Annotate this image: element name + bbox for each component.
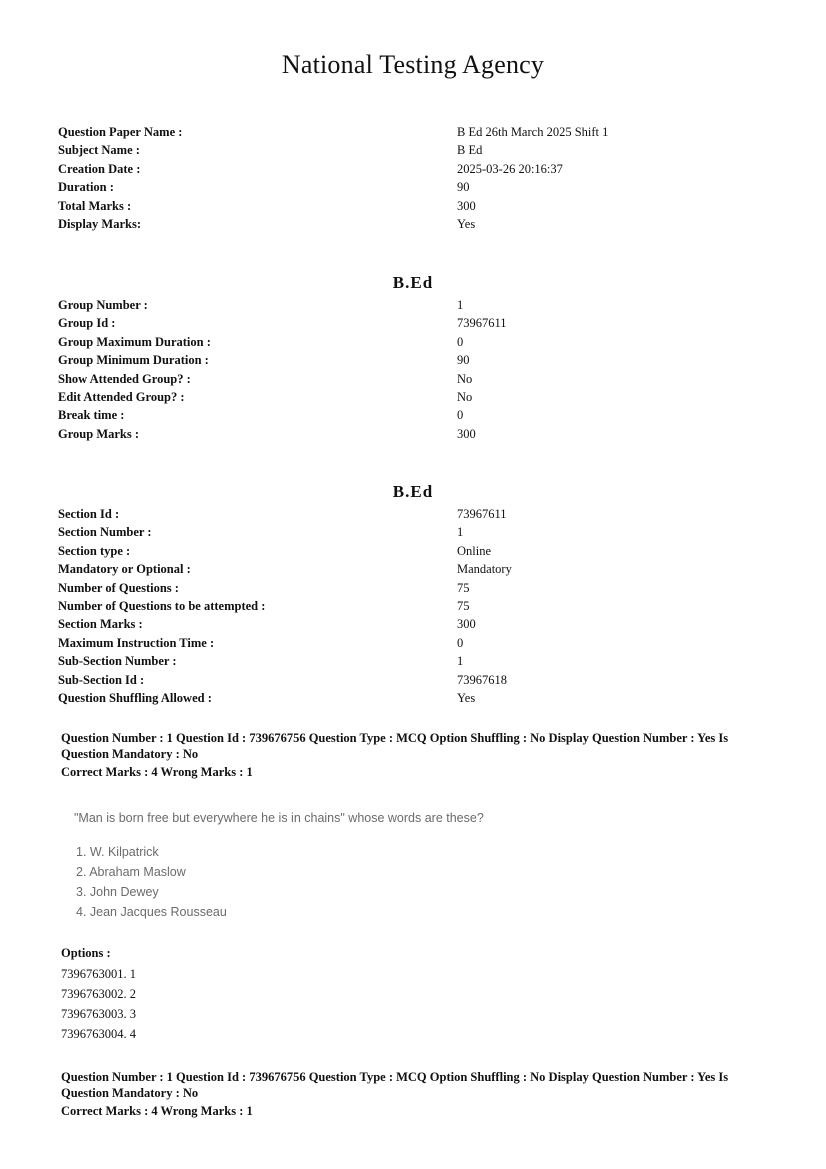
field-value: 90: [457, 180, 470, 195]
group-info-row: [58, 406, 758, 424]
field-value: No: [457, 389, 473, 404]
field-label: Group Number :: [58, 298, 148, 312]
paper-info-row: [58, 178, 758, 196]
field-value: 0: [457, 334, 464, 349]
section-info-table: [58, 505, 758, 707]
section-info-row: [58, 652, 758, 670]
group-info-row: [58, 425, 758, 443]
field-label: Mandatory or Optional :: [58, 562, 191, 577]
paper-info-row: [58, 160, 758, 178]
group-info-row: [58, 333, 758, 351]
field-label: Section Marks :: [58, 617, 143, 632]
section-info-row: [58, 579, 758, 597]
field-label: Creation Date :: [58, 161, 141, 176]
field-label: Question Shuffling Allowed :: [58, 690, 212, 705]
field-value: B Ed: [457, 143, 483, 158]
options-list: [61, 964, 136, 1044]
field-label: Section Number :: [58, 525, 152, 540]
group-info-row: [58, 388, 758, 406]
field-label: Group Maximum Duration :: [58, 334, 211, 349]
field-label: Display Marks:: [58, 216, 141, 231]
question-choice: 2. Abraham Maslow: [76, 865, 186, 879]
field-label: Number of Questions to be attempted :: [58, 598, 266, 613]
field-value: 75: [457, 598, 470, 613]
question-image: [70, 805, 550, 930]
section-info-row: [58, 505, 758, 523]
question-meta-block: [61, 1069, 781, 1119]
field-label: Sub-Section Number :: [58, 654, 177, 669]
paper-info-row: [58, 123, 758, 141]
field-value: 1: [457, 298, 464, 312]
group-heading: B.Ed: [392, 273, 434, 292]
field-value: 75: [457, 580, 470, 595]
section-info-row: [58, 634, 758, 652]
paper-info-row: [58, 197, 758, 215]
options-title: Options :: [61, 946, 111, 960]
group-info-row: [58, 370, 758, 388]
group-info-row: [58, 314, 758, 332]
field-value: 73967611: [457, 316, 507, 331]
field-label: Edit Attended Group? :: [58, 389, 185, 404]
field-value: 300: [457, 198, 476, 213]
field-value: 0: [457, 635, 464, 650]
group-info-table: [58, 296, 758, 443]
field-label: Break time :: [58, 408, 125, 423]
field-value: 300: [457, 426, 476, 441]
question-marks-line: Correct Marks : 4 Wrong Marks : 1: [61, 765, 253, 779]
field-label: Section Id :: [58, 507, 120, 521]
group-info-row: [58, 296, 758, 314]
field-label: Section type :: [58, 543, 131, 558]
paper-info-table: [58, 123, 758, 233]
question-meta-line: Question Number : 1 Question Id : 739676756 Question Type : MCQ Option Shuffling : No Display Question Number : Yes Is: [61, 731, 729, 745]
field-value: Online: [457, 543, 492, 558]
field-label: Group Marks :: [58, 426, 140, 441]
field-value: Yes: [457, 216, 476, 231]
option-item: 7396763004. 4: [61, 1027, 136, 1041]
section-heading: B.Ed: [392, 482, 434, 501]
question-meta-block: [61, 730, 781, 780]
field-value: No: [457, 371, 473, 386]
field-label: Duration :: [58, 180, 114, 195]
field-label: Show Attended Group? :: [58, 371, 191, 386]
question-text: "Man is born free but everywhere he is in chains" whose words are these?: [74, 811, 484, 825]
field-label: Group Id :: [58, 316, 116, 331]
field-value: Yes: [457, 690, 476, 705]
field-value: 1: [457, 654, 464, 669]
field-value: B Ed 26th March 2025 Shift 1: [457, 125, 609, 139]
group-info-row: [58, 351, 758, 369]
question-choice: 4. Jean Jacques Rousseau: [76, 905, 227, 919]
section-info-row: [58, 542, 758, 560]
field-label: Maximum Instruction Time :: [58, 635, 215, 650]
field-value: 0: [457, 408, 464, 423]
field-label: Subject Name :: [58, 143, 140, 158]
field-label: Total Marks :: [58, 198, 132, 213]
question-choice: 3. John Dewey: [76, 885, 159, 899]
paper-info-row: [58, 141, 758, 159]
section-info-row: [58, 523, 758, 541]
question-marks-line: Correct Marks : 4 Wrong Marks : 1: [61, 1104, 253, 1118]
section-info-row: [58, 560, 758, 578]
paper-info-row: [58, 215, 758, 233]
field-value: 1: [457, 525, 464, 540]
field-label: Sub-Section Id :: [58, 672, 145, 687]
field-value: 2025-03-26 20:16:37: [457, 161, 563, 176]
option-item: 7396763003. 3: [61, 1007, 136, 1021]
question-choice: 1. W. Kilpatrick: [76, 845, 159, 859]
section-info-row: [58, 671, 758, 689]
field-value: Mandatory: [457, 562, 512, 577]
field-label: Group Minimum Duration :: [58, 353, 209, 368]
field-value: 73967618: [457, 672, 507, 687]
section-info-row: [58, 597, 758, 615]
question-meta-line: Question Number : 1 Question Id : 739676756 Question Type : MCQ Option Shuffling : No Display Question Number : Yes Is: [61, 1070, 729, 1084]
page-title: National Testing Agency: [281, 50, 545, 79]
field-value: 73967611: [457, 507, 507, 521]
question-mandatory-line: Question Mandatory : No: [61, 1086, 199, 1100]
field-label: Question Paper Name :: [58, 125, 183, 139]
field-value: 90: [457, 353, 470, 368]
section-info-row: [58, 615, 758, 633]
section-info-row: [58, 689, 758, 707]
field-label: Number of Questions :: [58, 580, 179, 595]
field-value: 300: [457, 617, 476, 632]
option-item: 7396763002. 2: [61, 987, 136, 1001]
option-item: 7396763001. 1: [61, 967, 136, 981]
question-mandatory-line: Question Mandatory : No: [61, 747, 199, 761]
